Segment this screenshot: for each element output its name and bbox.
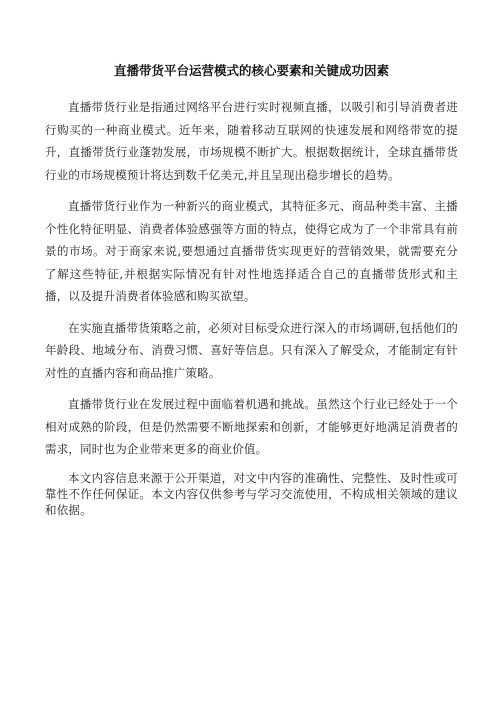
document-title: 直播带货平台运营模式的核心要素和关键成功因素 xyxy=(113,63,389,78)
paragraph-3: 在实施直播带货策略之前，必须对目标受众进行深入的市场调研,包括他们的年龄段、地域分布、消费习惯、喜好等信息。只有深入了解受众，才能制定有针对性的直播内容和商品推广策略。 xyxy=(45,320,458,380)
paragraph-1: 直播带货行业是指通过网络平台进行实时视频直播，以吸引和引导消费者进行购买的一种商业模式。近年来，随着移动互联网的快速发展和网络带宽的提升，直播带货行业蓬勃发展，市场规模不断扩大。根据数据统计，全球直播带货行业的市场规模预计将达到数千亿美元,并且呈现出稳步增长的趋势。 xyxy=(45,100,458,182)
paragraph-4: 直播带货行业在发展过程中面临着机遇和挑战。虽然这个行业已经处于一个相对成熟的阶段，但是仍然需要不断地探索和创新，才能够更好地满足消费者的需求，同时也为企业带来更多的商业价值。 xyxy=(45,397,458,456)
disclaimer-text: 本文内容信息来源于公开渠道，对文中内容的准确性、完整性、及时性或可靠性不作任何保证。本文内容仅供参考与学习交流使用，不构成相关领域的建议和依据。 xyxy=(45,470,458,517)
paragraph-2: 直播带货行业作为一种新兴的商业模式，其特征多元、商品种类丰富、主播个性化特征明显、消费者体验感强等方面的特点，使得它成为了一个非常具有前景的市场。对于商家来说,要想通过直播带货实现更好的营销效果，就需要充分了解这些特征,并根据实际情况有针对性地选择适合自己的直播带货形式和主播，以及提升消费者体验感和购买欲望。 xyxy=(45,199,458,303)
